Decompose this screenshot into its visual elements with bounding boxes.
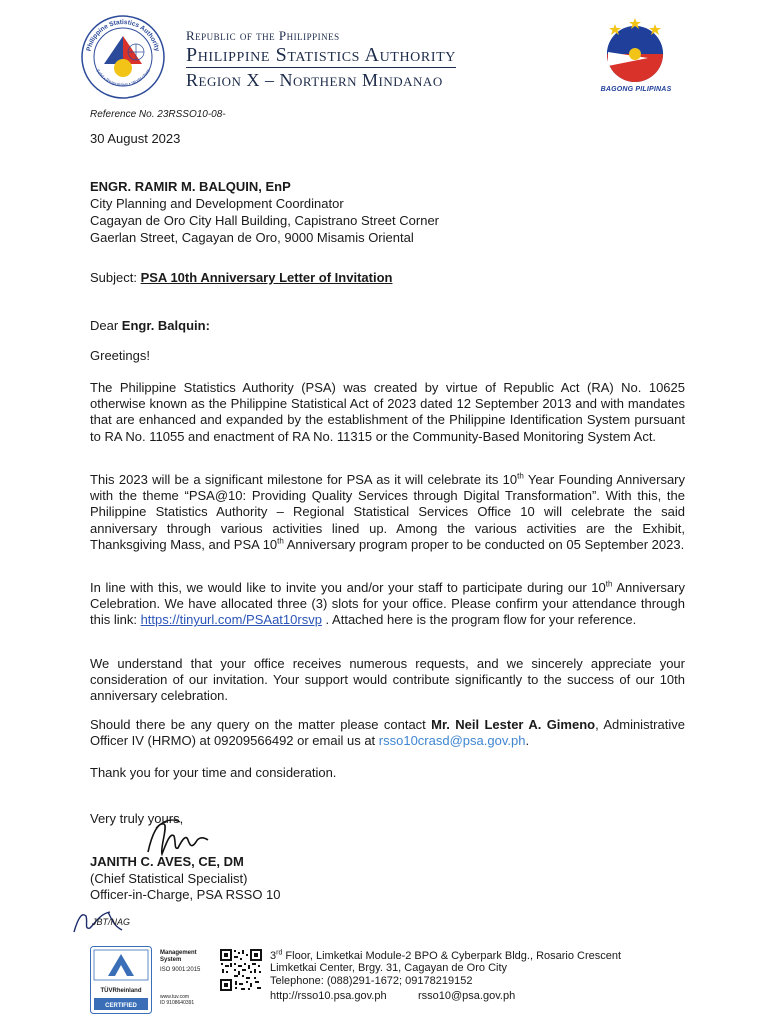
p3-part-b: Anniversary Celebration. We have allocated three (3) slots for your office. Please confirm your attendance through this link: [90, 580, 685, 628]
p3-part-a: In line with this, we would like to invite you and/or your staff to participate during our 10 [90, 580, 606, 595]
paragraph-invitation [90, 580, 685, 629]
paragraph-contact [90, 717, 685, 749]
recipient-address-line2: Gaerlan Street, Cagayan de Oro, 9000 Misamis Oriental [90, 230, 414, 245]
p2-part-a: This 2023 will be a significant milestone for PSA as it will celebrate its 10 [90, 472, 518, 487]
contact-email-link[interactable]: rsso10crasd@psa.gov.ph [378, 733, 526, 749]
p2-part-c: Anniversary program proper to be conducted on 05 September 2023. [283, 536, 685, 552]
p3-sup: th [605, 579, 613, 589]
management-system-label [160, 950, 197, 964]
tuv-rheinland-certification-logo [90, 946, 152, 1014]
p2-sup-1: th [517, 471, 524, 481]
office-telephone: Telephone: (088)291-1672; 09178219152 [270, 974, 473, 987]
tuv-web-block [160, 994, 194, 1006]
letter-date: 30 August 2023 [90, 131, 181, 146]
p5-part-b: , Administrative Officer IV (HRMO) at 09209566492 or email us at [90, 717, 685, 749]
rsvp-link[interactable]: https://tinyurl.com/PSAat10rsvp [140, 612, 322, 628]
region-heading: Region X – Northern Mindanao [186, 70, 443, 90]
p3-part-c: . Attached here is the program flow for your reference. [321, 612, 637, 628]
recipient-address-line1: Cagayan de Oro City Hall Building, Capistrano Street Corner [90, 213, 440, 228]
salutation-name: Engr. Balquin: [121, 318, 210, 333]
mgmt-line2: System [160, 957, 182, 963]
letterhead [186, 28, 456, 92]
address-line2: Limketkai Center, Brgy. 31, Cagayan de Oro City [270, 962, 508, 975]
recipient-position: City Planning and Development Coordinator [90, 196, 344, 211]
address-building: Floor, Limketkai Module-2 BPO & Cyberpark Bldg., Rosario Crescent [282, 950, 622, 962]
office-website-link[interactable]: http://rsso10.psa.gov.ph [270, 990, 387, 1002]
republic-heading: Republic of the Philippines [186, 28, 340, 43]
subject-line [90, 270, 392, 285]
bagong-pilipinas-label: BAGONG PILIPINAS [600, 86, 672, 93]
paragraph-appreciation: We understand that your office receives numerous requests, and we sincerely appreciate your consideration of our invitation. Your support would contribute significantly to the success of our 10th anniversary celebration. [90, 656, 685, 704]
psa-seal-logo [80, 14, 166, 100]
tuv-website: www.tuv.com [160, 994, 190, 1000]
closing: Very truly yours, [90, 811, 184, 826]
agency-heading: Philippine Statistics Authority [186, 44, 456, 66]
tuv-id: ID 9108640391 [160, 1000, 195, 1006]
recipient-block [90, 178, 439, 246]
p5-part-a: Should there be any query on the matter please contact [90, 717, 432, 732]
contact-person: Mr. Neil Lester A. Gimeno [431, 717, 596, 732]
subject-text: PSA 10th Anniversary Letter of Invitation [140, 270, 393, 285]
office-email-link[interactable]: rsso10@psa.gov.ph [418, 990, 516, 1002]
salutation-prefix: Dear [90, 318, 122, 333]
mgmt-line1: Management [160, 950, 197, 956]
seal-motto-text: Solid • Responsive • World-class [95, 68, 151, 88]
tuv-certified-text: CERTIFIED [105, 1003, 137, 1009]
salutation [90, 318, 210, 333]
paragraph-anniversary [90, 472, 685, 553]
tuv-brand-text: TÜVRheinland [100, 988, 142, 994]
signer-title: (Chief Statistical Specialist) [90, 870, 248, 886]
subject-label: Subject: [90, 270, 141, 285]
address-line1 [270, 950, 621, 962]
typist-initials: JBT/NAG [92, 917, 131, 927]
recipient-name: ENGR. RAMIR M. BALQUIN, EnP [90, 179, 291, 194]
signer-position: Officer-in-Charge, PSA RSSO 10 [90, 887, 281, 902]
iso-standard: ISO 9001:2015 [160, 967, 201, 973]
address-floor-sup: rd [276, 949, 283, 957]
reference-number: Reference No. 23RSSO10-08- [90, 109, 226, 120]
p2-part-b: Year Founding Anniversary with the theme “PSA@10: Providing Quality Services through Digital Transformation”. With this, the Philippine Statistics Authority – Regional Statistical Services Office 10 will celebrate the said anniversary through various activities lined up. Among the various activities are the Exhibit, Thanksgiving Mass, and PSA 10 [90, 472, 685, 552]
office-address [270, 950, 621, 987]
qr-code [219, 948, 263, 992]
address-floor: 3 [270, 950, 277, 962]
paragraph-psa-creation: The Philippine Statistics Authority (PSA) was created by virtue of Republic Act (RA) No. 10625 otherwise known as the Philippine Statistical Act of 2023 dated 12 September 2013 and with mandates that are enhanced and expanded by the establishment of the Philippine Identification System pursuant to RA No. 11055 and enactment of RA No. 11315 or the Community-Based Monitoring System Act. [90, 380, 685, 444]
signer-block [90, 854, 281, 904]
signer-name: JANITH C. AVES, CE, DM [90, 854, 244, 869]
p2-sup-2: th [277, 536, 284, 546]
seal-ring-text: Philippine Statistics Authority [85, 18, 161, 52]
paragraph-thanks: Thank you for your time and consideration. [90, 765, 337, 780]
p5-part-c: . [525, 733, 530, 749]
greeting: Greetings! [90, 348, 150, 363]
